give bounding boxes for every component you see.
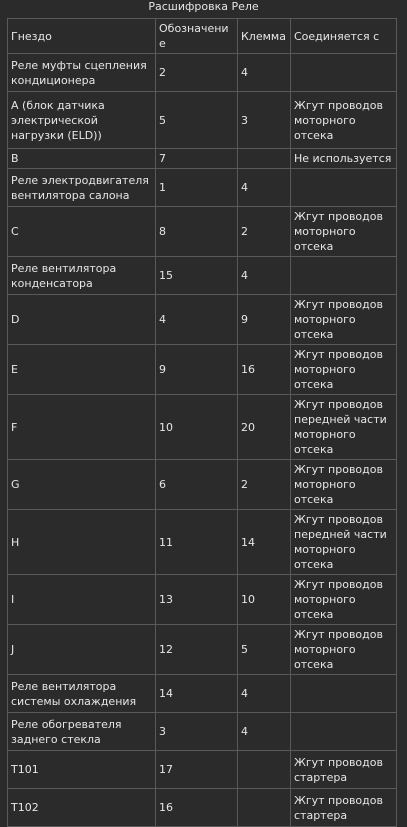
cell-connects: Жгут проводов передней части моторного отсека xyxy=(291,395,397,460)
cell-designation: 10 xyxy=(156,395,238,460)
table-row xyxy=(8,149,397,169)
cell-connects: Жгут проводов стартера xyxy=(291,789,397,827)
cell-socket: Реле муфты сцепления кондиционера xyxy=(8,54,156,92)
cell-designation: 2 xyxy=(156,54,238,92)
cell-terminal: 4 xyxy=(238,675,291,713)
cell-connects: Жгут проводов моторного отсека xyxy=(291,207,397,257)
cell-designation: 4 xyxy=(156,295,238,345)
table-row xyxy=(8,295,397,345)
cell-socket: Реле вентилятора системы охлаждения xyxy=(8,675,156,713)
cell-terminal: 4 xyxy=(238,257,291,295)
cell-terminal xyxy=(238,149,291,169)
header-designation: Обозначение xyxy=(156,19,238,54)
table-body xyxy=(8,54,397,827)
cell-connects xyxy=(291,54,397,92)
table-row xyxy=(8,54,397,92)
cell-connects: Жгут проводов моторного отсека xyxy=(291,575,397,625)
table-row xyxy=(8,207,397,257)
cell-socket: T101 xyxy=(8,751,156,789)
cell-designation: 7 xyxy=(156,149,238,169)
cell-connects: Жгут проводов моторного отсека xyxy=(291,625,397,675)
cell-socket: F xyxy=(8,395,156,460)
cell-connects: Жгут проводов моторного отсека xyxy=(291,295,397,345)
cell-socket: A (блок датчика электрической нагрузки (ELD)) xyxy=(8,92,156,149)
cell-designation: 8 xyxy=(156,207,238,257)
cell-terminal: 4 xyxy=(238,54,291,92)
cell-connects: Жгут проводов стартера xyxy=(291,751,397,789)
table-caption: Расшифровка Реле xyxy=(148,0,259,13)
cell-terminal: 16 xyxy=(238,345,291,395)
cell-connects xyxy=(291,257,397,295)
cell-connects: Не используется xyxy=(291,149,397,169)
cell-designation: 16 xyxy=(156,789,238,827)
cell-terminal: 20 xyxy=(238,395,291,460)
table-row xyxy=(8,713,397,751)
cell-designation: 15 xyxy=(156,257,238,295)
table-row xyxy=(8,510,397,575)
cell-connects xyxy=(291,169,397,207)
cell-socket: E xyxy=(8,345,156,395)
cell-socket: G xyxy=(8,460,156,510)
cell-designation: 3 xyxy=(156,713,238,751)
cell-socket: J xyxy=(8,625,156,675)
table-row xyxy=(8,395,397,460)
cell-socket: D xyxy=(8,295,156,345)
table-row xyxy=(8,345,397,395)
cell-designation: 6 xyxy=(156,460,238,510)
header-socket: Гнездо xyxy=(8,19,156,54)
cell-terminal: 2 xyxy=(238,207,291,257)
cell-terminal: 10 xyxy=(238,575,291,625)
cell-designation: 11 xyxy=(156,510,238,575)
table-row xyxy=(8,92,397,149)
cell-terminal: 5 xyxy=(238,625,291,675)
header-connects: Соединяется с xyxy=(291,19,397,54)
table-row xyxy=(8,257,397,295)
cell-socket: Реле обогревателя заднего стекла xyxy=(8,713,156,751)
cell-socket: H xyxy=(8,510,156,575)
cell-connects: Жгут проводов моторного отсека xyxy=(291,92,397,149)
table-row xyxy=(8,675,397,713)
cell-socket: I xyxy=(8,575,156,625)
cell-designation: 14 xyxy=(156,675,238,713)
cell-terminal: 4 xyxy=(238,169,291,207)
header-row xyxy=(8,19,397,54)
cell-connects: Жгут проводов моторного отсека xyxy=(291,460,397,510)
cell-connects: Жгут проводов моторного отсека xyxy=(291,345,397,395)
cell-terminal xyxy=(238,751,291,789)
table-row xyxy=(8,169,397,207)
cell-designation: 12 xyxy=(156,625,238,675)
table-row xyxy=(8,460,397,510)
cell-socket: Реле вентилятора конденсатора xyxy=(8,257,156,295)
cell-socket: C xyxy=(8,207,156,257)
relay-table xyxy=(7,18,397,827)
cell-connects xyxy=(291,713,397,751)
header-terminal: Клемма xyxy=(238,19,291,54)
table-row xyxy=(8,789,397,827)
table-row xyxy=(8,575,397,625)
cell-socket: Реле электродвигателя вентилятора салона xyxy=(8,169,156,207)
table-row xyxy=(8,751,397,789)
cell-terminal: 3 xyxy=(238,92,291,149)
cell-connects xyxy=(291,675,397,713)
cell-designation: 1 xyxy=(156,169,238,207)
cell-terminal: 2 xyxy=(238,460,291,510)
cell-terminal xyxy=(238,789,291,827)
cell-designation: 17 xyxy=(156,751,238,789)
cell-socket: T102 xyxy=(8,789,156,827)
cell-designation: 13 xyxy=(156,575,238,625)
cell-designation: 9 xyxy=(156,345,238,395)
cell-terminal: 14 xyxy=(238,510,291,575)
cell-designation: 5 xyxy=(156,92,238,149)
cell-connects: Жгут проводов передней части моторного отсека xyxy=(291,510,397,575)
table-row xyxy=(8,625,397,675)
cell-terminal: 4 xyxy=(238,713,291,751)
cell-socket: B xyxy=(8,149,156,169)
cell-terminal: 9 xyxy=(238,295,291,345)
